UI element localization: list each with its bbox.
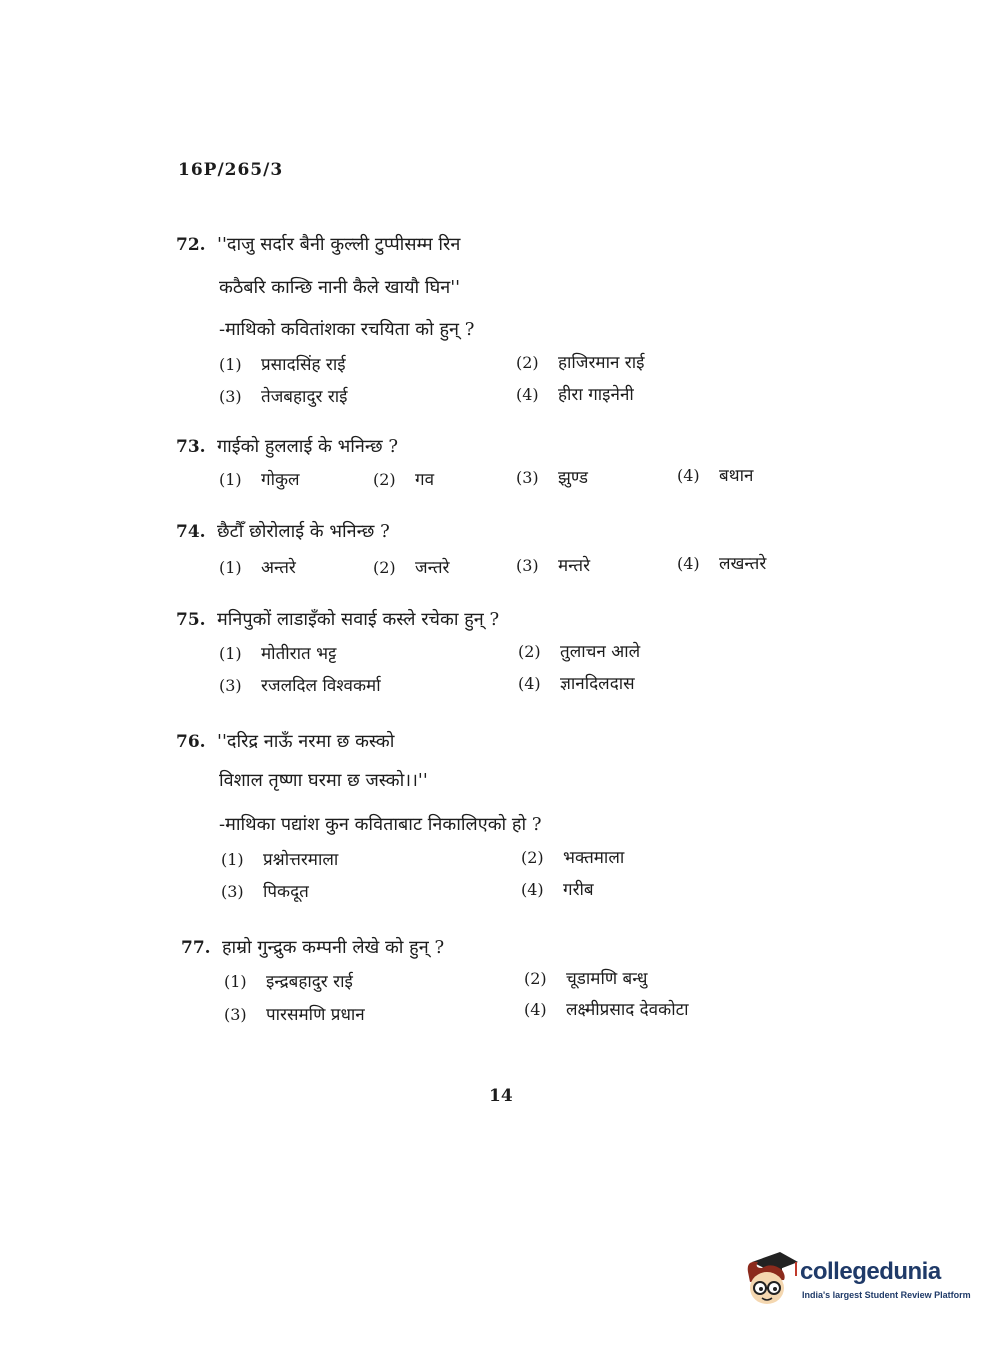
option-4: (4) लक्ष्मीप्रसाद देवकोटा [524, 1000, 689, 1020]
page-number: 14 [489, 1086, 513, 1106]
question-text: मनिपुकों लाडाइँको सवाई कस्ले रचेका हुन् ? [217, 609, 500, 630]
option-1: (1) प्रश्नोत्तरमाला [221, 850, 339, 870]
question-prompt: -माथिको कवितांशका रचयिता को हुन् ? [219, 319, 475, 340]
question-number: 77. [181, 938, 211, 958]
brand-name: collegedunia [800, 1258, 941, 1285]
question-number: 74. [176, 522, 206, 542]
option-3: (3) तेजबहादुर राई [219, 387, 348, 407]
question-text: ''दरिद्र नाऊँ नरमा छ कस्को [217, 731, 395, 752]
brand-tagline: India's largest Student Review Platform [802, 1290, 971, 1300]
paper-code: 16P/265/3 [178, 160, 284, 180]
option-4: (4) गरीब [521, 880, 594, 900]
question-text: छैटौँ छोरोलाई के भनिन्छ ? [217, 521, 390, 542]
option-1: (1) गोकुल [219, 470, 300, 490]
option-2: (2) हाजिरमान राई [516, 353, 645, 373]
question-line: विशाल तृष्णा घरमा छ जस्को।।'' [219, 770, 428, 791]
option-2: (2) जन्तरे [373, 558, 450, 578]
option-4: (4) लखन्तरे [677, 554, 767, 574]
option-4: (4) ज्ञानदिलदास [518, 674, 635, 694]
question-number: 75. [176, 610, 206, 630]
question-number: 76. [176, 732, 206, 752]
student-mascot-icon [742, 1248, 800, 1308]
question-text: हाम्रो गुन्द्रुक कम्पनी लेखे को हुन् ? [222, 937, 445, 958]
option-3: (3) झुण्ड [516, 468, 589, 488]
question-number: 72. [176, 235, 206, 255]
option-3: (3) मन्तरे [516, 556, 591, 576]
question-text: गाईको हुललाई के भनिन्छ ? [217, 436, 399, 457]
option-2: (2) तुलाचन आले [518, 642, 641, 662]
option-3: (3) रजलदिल विश्वकर्मा [219, 676, 381, 696]
option-1: (1) अन्तरे [219, 558, 296, 578]
question-text: ''दाजु सर्दार बैनी कुल्ली टुप्पीसम्म रिन [217, 234, 461, 255]
option-2: (2) गव [373, 470, 435, 490]
option-3: (3) पिकदूत [221, 882, 309, 902]
collegedunia-logo [742, 1248, 972, 1308]
option-4: (4) हीरा गाइनेनी [516, 385, 634, 405]
question-number: 73. [176, 437, 206, 457]
question-prompt: -माथिका पद्यांश कुन कविताबाट निकालिएको हो ? [219, 814, 542, 835]
option-3: (3) पारसमणि प्रधान [224, 1005, 365, 1025]
option-2: (2) भक्तमाला [521, 848, 625, 868]
option-1: (1) इन्द्रबहादुर राई [224, 972, 353, 992]
option-1: (1) प्रसादसिंह राई [219, 355, 346, 375]
question-line: कठैबरि कान्छि नानी कैले खायौ घिन'' [219, 277, 461, 298]
option-1: (1) मोतीरात भट्ट [219, 644, 337, 664]
option-2: (2) चूडामणि बन्धु [524, 969, 648, 989]
option-4: (4) बथान [677, 466, 754, 486]
